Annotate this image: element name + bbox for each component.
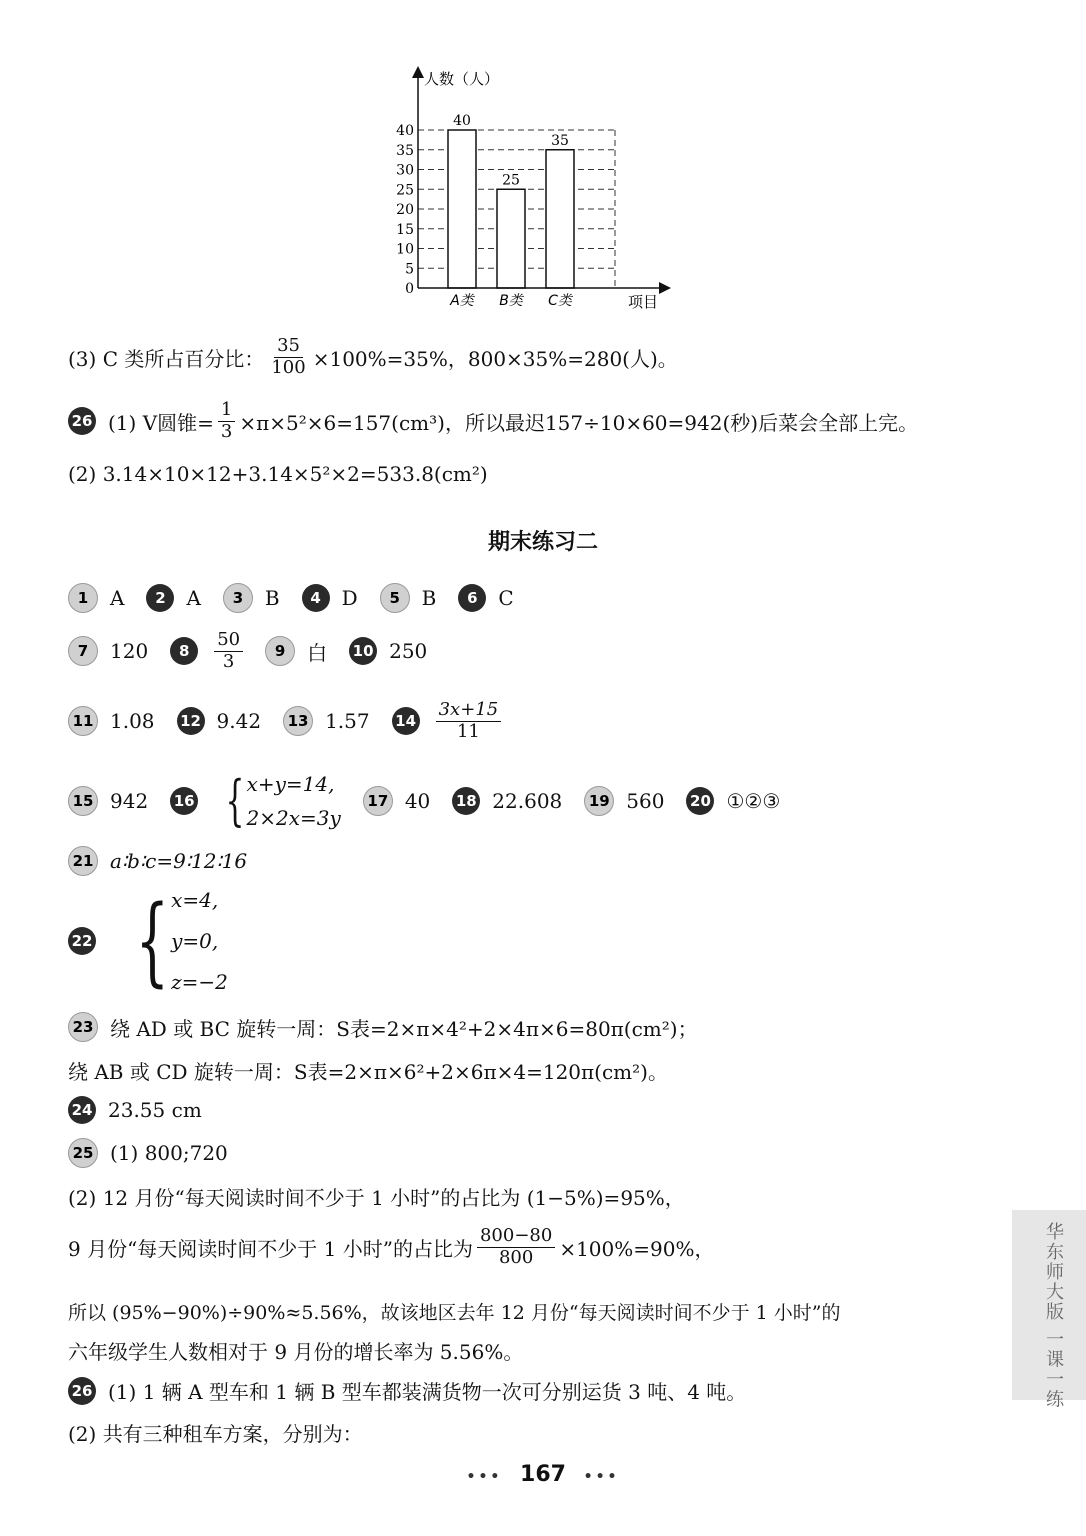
fraction: $\frac{3x+15}{11}$ <box>436 700 502 742</box>
answer: A <box>110 586 125 610</box>
answer-26b-part2 <box>68 1418 363 1447</box>
y-axis-label: 人数（人） <box>424 70 500 88</box>
x-axis-label: 项目 <box>628 293 659 311</box>
answer: 1.57 <box>325 709 370 734</box>
fraction: $\frac{50}{3}$ <box>214 630 243 672</box>
answer-22 <box>68 885 228 997</box>
decorative-dots: ••• <box>583 1469 620 1485</box>
text: (2) 3.14×10×12+3.14×5²×2=533.8(cm²) <box>68 462 488 486</box>
question-number-badge: 19 <box>584 786 614 816</box>
answer: 23.55 cm <box>108 1098 202 1122</box>
text: ×100%=90%， <box>559 1236 715 1261</box>
answer: 9.42 <box>216 709 262 734</box>
section-title: 期末练习二 <box>487 529 598 555</box>
question-number-badge: 23 <box>68 1012 98 1042</box>
y-tick-label: 35 <box>396 142 414 159</box>
text: ×π×5²×6=157(cm³)，所以最迟157÷10×60=942(秒)后菜会全部上完。 <box>239 410 919 435</box>
text: (2) 12 月份“每天阅读时间不少于 1 小时”的占比为 (1−5%)=95%， <box>68 1186 685 1210</box>
answer-25b-part1 <box>68 1138 228 1168</box>
question-number-badge: 12 <box>177 707 205 735</box>
answer-25-part3 <box>68 336 678 378</box>
question-number-badge: 21 <box>68 846 98 876</box>
text: (1) 800;720 <box>110 1141 228 1165</box>
question-number-badge: 18 <box>452 787 480 815</box>
question-number-badge: 24 <box>68 1096 96 1124</box>
text: (2) 共有三种租车方案，分别为： <box>68 1422 363 1446</box>
question-number-badge: 7 <box>68 636 98 666</box>
question-number-badge: 25 <box>68 1138 98 1168</box>
answer: 942 <box>110 789 149 813</box>
y-tick-label: 25 <box>396 182 414 199</box>
category-label: A类 <box>450 293 474 309</box>
bar <box>448 130 476 288</box>
bar-chart <box>380 60 680 320</box>
y-tick-label: 15 <box>396 221 414 238</box>
page-footer <box>0 1462 1086 1487</box>
bar <box>497 189 525 288</box>
y-tick-label: 40 <box>396 123 414 139</box>
answer: ①②③ <box>726 789 781 813</box>
answer-26-part1 <box>68 400 918 442</box>
text: 所以 (95%−90%)÷90%≈5.56%，故该地区去年 12 月份“每天阅读时间不少于 1 小时”的 <box>68 1302 841 1324</box>
answers-row-1-6 <box>68 583 536 613</box>
decorative-dots: ••• <box>466 1469 503 1485</box>
y-tick-label: 30 <box>396 162 414 179</box>
page-number: 167 <box>520 1462 566 1487</box>
bar <box>546 150 574 288</box>
answer-25b-part3 <box>68 1226 714 1268</box>
fraction: $\frac{800-80}{800}$ <box>477 1226 555 1268</box>
question-number-badge: 6 <box>458 584 486 612</box>
y-tick-label: 5 <box>405 261 414 278</box>
answer: 白 <box>307 640 328 665</box>
answer: A <box>186 586 201 610</box>
answer: C <box>498 586 514 610</box>
text: ×100%=35%，800×35%=280(人)。 <box>312 346 678 371</box>
question-number-badge: 9 <box>265 636 295 666</box>
answer-23-line-1 <box>68 1012 698 1042</box>
answer-26b-part1 <box>68 1376 746 1405</box>
question-number-badge: 26 <box>68 1377 96 1405</box>
equation-system: { x=4, y=0, z=−2 <box>135 885 228 997</box>
question-number-badge: 11 <box>68 706 98 736</box>
answer: D <box>341 586 358 610</box>
question-number-badge: 26 <box>68 407 96 435</box>
answer: a∶b∶c=9∶12∶16 <box>110 849 248 873</box>
text: (1) V圆锥= <box>108 410 214 435</box>
question-number-badge: 1 <box>68 583 98 613</box>
text: 六年级学生人数相对于 9 月份的增长率为 5.56%。 <box>68 1340 524 1364</box>
question-number-badge: 5 <box>380 583 410 613</box>
text: 9 月份“每天阅读时间不少于 1 小时”的占比为 <box>68 1236 473 1261</box>
text: 绕 AB 或 CD 旋转一周：S表=2×π×6²+2×6π×4=120π(cm²)。 <box>68 1060 668 1084</box>
question-number-badge: 14 <box>392 707 420 735</box>
question-number-badge: 2 <box>146 584 174 612</box>
answer-21 <box>68 846 247 876</box>
category-label: C类 <box>548 293 572 309</box>
answers-row-15-20 <box>68 769 802 832</box>
answer-26-part2 <box>68 462 488 486</box>
question-number-badge: 16 <box>170 787 198 815</box>
fraction: $\frac{1}{3}$ <box>218 400 235 442</box>
answer-25b-part4 <box>68 1298 841 1325</box>
text: (3) C 类所占百分比： <box>68 346 265 371</box>
question-number-badge: 20 <box>686 787 714 815</box>
answer: 120 <box>110 639 149 664</box>
answer: 22.608 <box>492 789 563 813</box>
category-label: B类 <box>499 293 523 309</box>
question-number-badge: 13 <box>283 706 313 736</box>
question-number-badge: 8 <box>170 637 198 665</box>
answers-row-7-10 <box>68 630 449 672</box>
y-tick-label: 0 <box>405 281 414 297</box>
equation-system: { x+y=14, 2×2x=3y <box>225 769 341 832</box>
question-number-badge: 22 <box>68 927 96 955</box>
answer: 560 <box>626 789 665 813</box>
question-number-badge: 17 <box>363 786 393 816</box>
side-series-label: 华东师大版 一课一练 <box>1043 1222 1064 1410</box>
question-number-badge: 3 <box>223 583 253 613</box>
bar-value-label: 40 <box>453 113 471 129</box>
bar-value-label: 25 <box>502 172 520 189</box>
answers-row-11-14 <box>68 700 505 742</box>
text: 绕 AD 或 BC 旋转一周：S表=2×π×4²+2×4π×6=80π(cm²)； <box>110 1016 698 1041</box>
y-tick-label: 10 <box>396 241 414 258</box>
answer: 1.08 <box>110 709 155 734</box>
answer: 40 <box>404 789 431 813</box>
answer-25b-part5 <box>68 1336 523 1365</box>
answer: B <box>421 586 437 610</box>
answer-25b-part2 <box>68 1182 685 1211</box>
answer: 250 <box>389 639 428 664</box>
answer-24 <box>68 1096 202 1124</box>
text: (1) 1 辆 A 型车和 1 辆 B 型车都装满货物一次可分别运货 3 吨、4 吨。 <box>108 1380 747 1404</box>
question-number-badge: 4 <box>302 584 330 612</box>
question-number-badge: 15 <box>68 786 98 816</box>
answer-23-line-2 <box>68 1056 668 1085</box>
question-number-badge: 10 <box>349 637 377 665</box>
bar-value-label: 35 <box>551 132 569 149</box>
y-tick-label: 20 <box>396 202 414 218</box>
fraction: $\frac{35}{100}$ <box>271 335 306 378</box>
answer: B <box>264 586 280 610</box>
